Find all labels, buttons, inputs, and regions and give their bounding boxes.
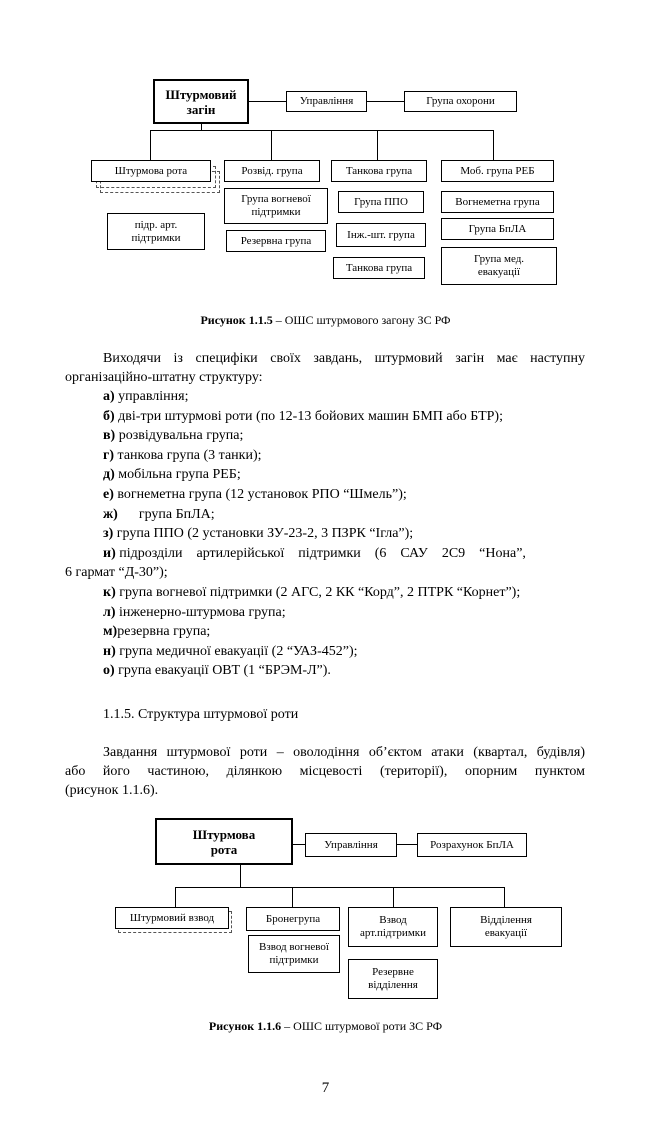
box-label: Інж.-шт. група (347, 228, 415, 241)
box-label: Група БпЛА (468, 222, 527, 235)
figure-caption-1-1-5 (0, 313, 651, 328)
para-line-3: (рисунок 1.1.6). (65, 783, 159, 798)
list-item: д) мобільна група РЕБ; (103, 467, 241, 483)
org-box-air-defense (338, 191, 424, 213)
org-box-reserve (226, 230, 326, 252)
box-label: Взвод вогневої підтримки (259, 941, 329, 966)
org-box-engineer-assault (336, 223, 426, 247)
box-label: Група ППО (354, 195, 408, 208)
box-label: Група мед. евакуації (473, 253, 525, 278)
list-item: е) вогнеметна група (12 установок РПО “Шмель”); (103, 486, 407, 502)
caption-label: Рисунок 1.1.6 (208, 1019, 282, 1033)
list-item: н) група медичної евакуації (2 “УАЗ-452”); (103, 643, 358, 659)
box-label: Штурмовий взвод (129, 911, 215, 924)
org-box-uav-crew (417, 833, 527, 857)
box-label: Розрахунок БпЛА (430, 838, 514, 851)
box-label: Взвод арт.підтримки (359, 914, 427, 939)
para-line-1: Завдання штурмової роти – оволодіння об’єктом атаки (квартал, будівля) (103, 745, 585, 760)
org-root-label: Штурмовий загін (165, 86, 237, 117)
org-root-assault-company (155, 818, 293, 865)
org-box-management (286, 91, 367, 112)
org-box-recon (224, 160, 320, 182)
list-item: и) підрозділи артилерійської підтримки (6 САУ 2С9 “Нона”, (103, 545, 526, 561)
para-line-2: або його частиною, ділянкою місцевості (території), опорним пунктом (65, 764, 585, 779)
page-number: 7 (321, 1080, 330, 1096)
list-item: о) група евакуації ОВТ (1 “БРЭМ-Л”). (103, 663, 331, 679)
box-label: Розвід. група (241, 164, 303, 177)
intro-line-2: організаційно-штатну структуру: (65, 370, 263, 385)
box-label: Група охорони (426, 95, 495, 107)
list-item: б) дві-три штурмові роти (по 12-13 бойових машин БМП або БТР); (103, 408, 503, 424)
caption-label: Рисунок 1.1.5 (200, 313, 273, 327)
structure-list (65, 387, 588, 681)
list-item: а) управління; (103, 389, 189, 404)
box-label: підр. арт. підтримки (131, 218, 181, 244)
figure-caption-1-1-6 (0, 1019, 651, 1034)
org-root-label: Штурмова рота (192, 826, 256, 857)
list-item: з) група ППО (2 установки ЗУ-23-2, 3 ПЗРК “Ігла”); (103, 526, 414, 542)
org-box-reserve-squad (348, 959, 438, 999)
caption-text: – ОШС штурмової роти ЗС РФ (281, 1019, 443, 1033)
box-label: Резервне відділення (368, 966, 418, 991)
org-root-assault-detachment (153, 79, 249, 124)
box-label: Управління (324, 838, 378, 851)
list-item: к) група вогневої підтримки (2 АГС, 2 КК “Корд”, 2 ПТРК “Корнет”); (103, 584, 521, 600)
box-label: Танкова група (345, 164, 413, 177)
box-label: Бронегрупа (265, 912, 321, 925)
box-label: Група вогневої підтримки (241, 193, 311, 218)
intro-line-1: Виходячи із специфіки своїх завдань, штурмовий загін має наступну (103, 351, 585, 366)
org-box-art-support-platoon (348, 907, 438, 947)
box-label: Управління (299, 95, 354, 107)
org-box-uav (441, 218, 554, 240)
box-label: Штурмова рота (114, 164, 188, 177)
org-box-company-management (305, 833, 397, 857)
list-item: в) розвідувальна група; (103, 428, 244, 444)
list-item: ж) група БпЛА; (103, 506, 215, 522)
box-label: Відділення евакуації (480, 914, 532, 939)
org-box-fire-support (224, 188, 328, 224)
org-box-assault-company (91, 160, 211, 182)
company-paragraph (65, 743, 585, 800)
list-item: г) танкова група (3 танки); (103, 447, 262, 463)
org-box-fire-support-platoon (248, 935, 340, 973)
org-box-flamethrower (441, 191, 554, 213)
org-box-tank-2 (333, 257, 425, 279)
box-label: Танкова група (345, 261, 413, 274)
org-box-tank-1 (331, 160, 427, 182)
org-box-assault-platoon (115, 907, 229, 929)
list-item-continuation: 6 гармат “Д-30”); (65, 565, 168, 581)
org-box-armor-group (246, 907, 340, 931)
caption-text: – ОШС штурмового загону ЗС РФ (272, 313, 451, 327)
org-box-medevac (441, 247, 557, 285)
org-box-guard (404, 91, 517, 112)
org-box-ew (441, 160, 554, 182)
box-label: Вогнеметна група (455, 195, 540, 208)
intro-paragraph (65, 349, 585, 387)
list-item: л) інженерно-штурмова група; (103, 604, 286, 620)
box-label: Моб. група РЕБ (460, 164, 535, 177)
box-label: Резервна група (240, 234, 312, 247)
org-box-art-support (107, 213, 205, 250)
list-item: м)резервна група; (103, 624, 211, 640)
org-box-evac-squad (450, 907, 562, 947)
section-heading: 1.1.5. Структура штурмової роти (103, 707, 299, 722)
